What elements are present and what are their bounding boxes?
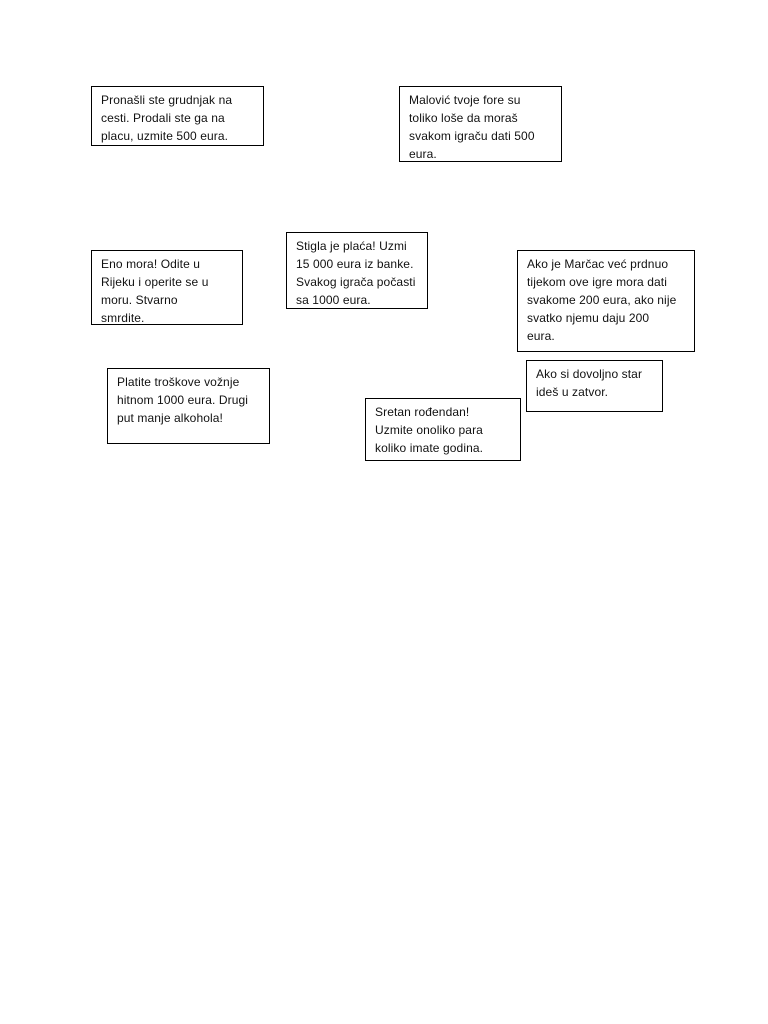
game-card-bra-found: Pronašli ste grudnjak na cesti. Prodali ste ga na placu, uzmite 500 eura.	[91, 86, 264, 146]
game-card-bad-jokes: Malović tvoje fore su toliko loše da moraš svakom igraču dati 500 eura.	[399, 86, 562, 162]
game-card-salary: Stigla je plaća! Uzmi 15 000 eura iz banke. Svakog igrača počasti sa 1000 eura.	[286, 232, 428, 309]
game-card-birthday: Sretan rođendan! Uzmite onoliko para koliko imate godina.	[365, 398, 521, 461]
game-card-marcac: Ako je Marčac već prdnuo tijekom ove igre mora dati svakome 200 eura, ako nije svatko njemu daju 200 eura.	[517, 250, 695, 352]
game-card-sea-rijeka: Eno mora! Odite u Rijeku i operite se u moru. Stvarno smrdite.	[91, 250, 243, 325]
game-card-jail: Ako si dovoljno star ideš u zatvor.	[526, 360, 663, 412]
game-card-ambulance: Platite troškove vožnje hitnom 1000 eura. Drugi put manje alkohola!	[107, 368, 270, 444]
